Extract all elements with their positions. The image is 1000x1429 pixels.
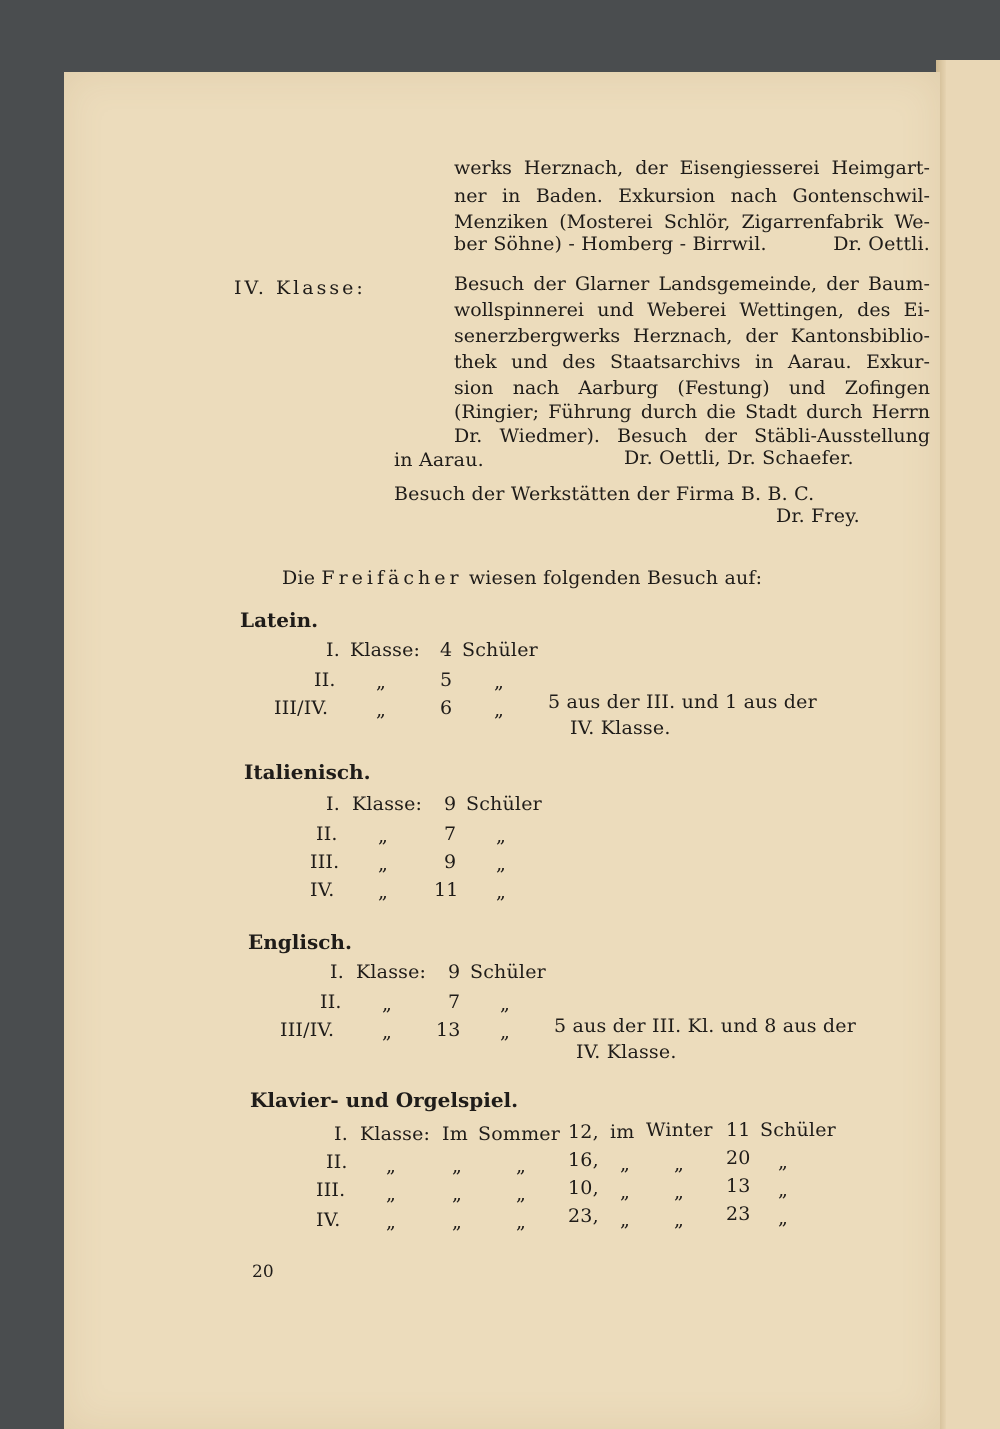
text-line — [454, 324, 930, 348]
class-cell: III/IV. — [280, 1019, 335, 1041]
word: Gontenschwil- — [792, 185, 930, 207]
word: Stäbli-Ausstellung — [754, 425, 930, 447]
text-line — [454, 232, 930, 256]
text-line — [454, 376, 930, 400]
text-line — [454, 210, 930, 234]
count-cell: 9 — [444, 851, 457, 873]
class-cell: III. — [310, 851, 340, 873]
word: Homberg — [581, 233, 674, 255]
count-cell: 6 — [440, 697, 453, 719]
unit-cell: Schüler — [760, 1119, 836, 1141]
ditto-cell: „ — [376, 671, 387, 693]
word: nach — [512, 377, 560, 399]
word: der — [704, 425, 737, 447]
word: und — [511, 351, 548, 373]
word: Herznach, — [523, 157, 624, 179]
unit-cell: Schüler — [470, 961, 546, 983]
ditto-cell: „ — [516, 1183, 527, 1205]
word: Besuch — [617, 425, 688, 447]
word: nach — [730, 185, 778, 207]
word: des — [857, 299, 891, 321]
ditto-cell: „ — [674, 1181, 685, 1203]
word: der — [635, 157, 668, 179]
count-cell: 10, — [568, 1177, 599, 1199]
word: wollspinnerei — [454, 299, 584, 321]
text-line — [454, 298, 930, 322]
season-cell: Sommer — [478, 1123, 561, 1145]
unit-cell: Schüler — [466, 793, 542, 815]
count-cell: 11 — [434, 879, 459, 901]
ditto-cell: „ — [620, 1209, 631, 1231]
class-cell: II. — [314, 669, 336, 691]
note-cell: 5 aus der III. und 1 aus der — [548, 691, 817, 713]
teacher-name: Dr. Oettli. — [833, 233, 930, 255]
class-cell: I. — [326, 793, 340, 815]
ditto-cell: „ — [386, 1155, 397, 1177]
extra-visit: Besuch der Werkstätten der Firma B. B. C. — [394, 483, 815, 505]
word: durch — [640, 401, 698, 423]
word: Die — [282, 567, 316, 589]
class-cell: I. — [334, 1123, 348, 1145]
ditto-cell: „ — [386, 1183, 397, 1205]
count-cell: 7 — [444, 823, 457, 845]
word: sion — [454, 377, 494, 399]
word: Weberei — [647, 299, 727, 321]
word: Herrn — [871, 401, 930, 423]
word: ber — [454, 233, 488, 255]
word: Exkursion — [618, 185, 716, 207]
word: Eisengiesserei — [679, 157, 820, 179]
ditto-cell: „ — [496, 853, 507, 875]
word: Heimgart- — [831, 157, 930, 179]
word: des — [562, 351, 596, 373]
class-cell: II. — [326, 1151, 348, 1173]
word: der — [533, 273, 566, 295]
word: Kantonsbiblio- — [790, 325, 930, 347]
count-cell: 7 — [448, 991, 461, 1013]
note-cell: IV. Klasse. — [576, 1041, 677, 1063]
text-line — [454, 184, 930, 208]
ditto-cell: „ — [778, 1179, 789, 1201]
word: Söhne) — [493, 233, 563, 255]
word: Dr. — [454, 425, 483, 447]
class-cell: II. — [316, 823, 338, 845]
class-cell: III/IV. — [274, 697, 329, 719]
count-cell: 9 — [444, 793, 457, 815]
text-line — [454, 424, 930, 448]
page-number: 20 — [252, 1262, 274, 1282]
word: und — [788, 377, 826, 399]
ditto-cell: „ — [452, 1183, 463, 1205]
ditto-cell: „ — [674, 1153, 685, 1175]
count-cell: 11 — [726, 1119, 751, 1141]
word: Wiedmer). — [499, 425, 600, 447]
season-cell: Winter — [646, 1119, 713, 1141]
ditto-cell: „ — [376, 699, 387, 721]
next-page-edge — [940, 60, 1000, 1429]
word: We- — [894, 211, 930, 233]
word: Baden. — [535, 185, 603, 207]
text-line — [454, 156, 930, 180]
count-cell: 12, — [568, 1121, 599, 1143]
label-cell: Klasse: — [350, 639, 421, 661]
word: Führung — [548, 401, 632, 423]
ditto-cell: „ — [382, 993, 393, 1015]
word: (Festung) — [677, 377, 770, 399]
word: senerzbergwerks — [454, 325, 621, 347]
ditto-cell: „ — [496, 881, 507, 903]
label-cell: Klasse: — [352, 793, 423, 815]
spaced-word: Freifächer — [321, 567, 463, 589]
section-heading-italienisch: Italienisch. — [244, 760, 371, 784]
label-cell: Klasse: — [356, 961, 427, 983]
count-cell: 16, — [568, 1149, 599, 1171]
im-cell: Im — [442, 1123, 468, 1145]
ditto-cell: „ — [500, 993, 511, 1015]
ditto-cell: „ — [496, 825, 507, 847]
word: Aarburg — [578, 377, 659, 399]
word: Aarau. — [787, 351, 852, 373]
ditto-cell: „ — [516, 1211, 527, 1233]
ditto-cell: „ — [494, 671, 505, 693]
word: der — [826, 273, 859, 295]
word: Menziken — [454, 211, 549, 233]
word: Besuch — [454, 273, 525, 295]
unit-cell: Schüler — [462, 639, 538, 661]
word: werks — [454, 157, 512, 179]
class-cell: IV. — [310, 879, 335, 901]
word: Baum- — [868, 273, 930, 295]
text-line — [454, 350, 930, 374]
count-cell: 23, — [568, 1205, 599, 1227]
word: Birrwil. — [692, 233, 767, 255]
note-cell: 5 aus der III. Kl. und 8 aus der — [554, 1015, 857, 1037]
im-cell: im — [610, 1121, 635, 1143]
ditto-cell: „ — [378, 825, 389, 847]
word: die — [706, 401, 736, 423]
section-heading-englisch: Englisch. — [248, 930, 352, 954]
class-cell: I. — [326, 639, 340, 661]
count-cell: 13 — [726, 1175, 751, 1197]
word: Herznach, — [633, 325, 733, 347]
document-page — [64, 72, 940, 1429]
ditto-cell: „ — [378, 881, 389, 903]
word: Schlör, — [663, 211, 731, 233]
word: in — [502, 185, 521, 207]
freifaecher-intro — [282, 566, 762, 590]
ditto-cell: „ — [620, 1181, 631, 1203]
teacher-name: Dr. Frey. — [776, 505, 860, 527]
word: Landsgemeinde, — [658, 273, 818, 295]
word: durch — [806, 401, 863, 423]
ditto-cell: „ — [386, 1211, 397, 1233]
ditto-cell: „ — [778, 1151, 789, 1173]
word: ner — [454, 185, 487, 207]
word: Exkur- — [866, 351, 930, 373]
word: Glarner — [575, 273, 650, 295]
word: - — [568, 233, 576, 255]
count-cell: 4 — [440, 639, 453, 661]
ditto-cell: „ — [378, 853, 389, 875]
label-cell: Klasse: — [360, 1123, 431, 1145]
ditto-cell: „ — [452, 1155, 463, 1177]
count-cell: 5 — [440, 669, 453, 691]
word: thek — [454, 351, 497, 373]
count-cell: 23 — [726, 1203, 751, 1225]
word: - — [679, 233, 687, 255]
teacher-names: Dr. Oettli, Dr. Schaefer. — [624, 447, 854, 469]
ditto-cell: „ — [452, 1211, 463, 1233]
section-heading-latein: Latein. — [240, 608, 319, 632]
word: Wettingen, — [739, 299, 844, 321]
note-cell: IV. Klasse. — [570, 717, 671, 739]
text-line — [454, 400, 930, 424]
word: (Ringier; — [454, 401, 539, 423]
word: Ei- — [903, 299, 930, 321]
class-cell: I. — [330, 961, 344, 983]
ditto-cell: „ — [620, 1153, 631, 1175]
word: wiesen folgenden Besuch auf: — [468, 567, 763, 589]
word: Stadt — [745, 401, 797, 423]
class-cell: III. — [316, 1179, 346, 1201]
count-cell: 9 — [448, 961, 461, 983]
count-cell: 13 — [436, 1019, 461, 1041]
count-cell: 20 — [726, 1147, 751, 1169]
word: Zigarrenfabrik — [741, 211, 884, 233]
section-heading-klavier: Klavier- und Orgelspiel. — [250, 1088, 519, 1112]
ditto-cell: „ — [516, 1155, 527, 1177]
word: Zofingen — [844, 377, 930, 399]
ditto-cell: „ — [500, 1021, 511, 1043]
ditto-cell: „ — [674, 1209, 685, 1231]
word: und — [597, 299, 634, 321]
word: der — [745, 325, 778, 347]
word: Staatsarchivs — [609, 351, 741, 373]
ditto-cell: „ — [382, 1021, 393, 1043]
class-cell: IV. — [316, 1209, 341, 1231]
word: in — [755, 351, 774, 373]
text-line — [454, 272, 930, 296]
ditto-cell: „ — [494, 699, 505, 721]
word: (Mosterei — [559, 211, 653, 233]
class-label: IV. Klasse: — [234, 277, 366, 299]
ditto-cell: „ — [778, 1207, 789, 1229]
class-cell: II. — [320, 991, 342, 1013]
text-line: in Aarau. — [394, 449, 484, 471]
